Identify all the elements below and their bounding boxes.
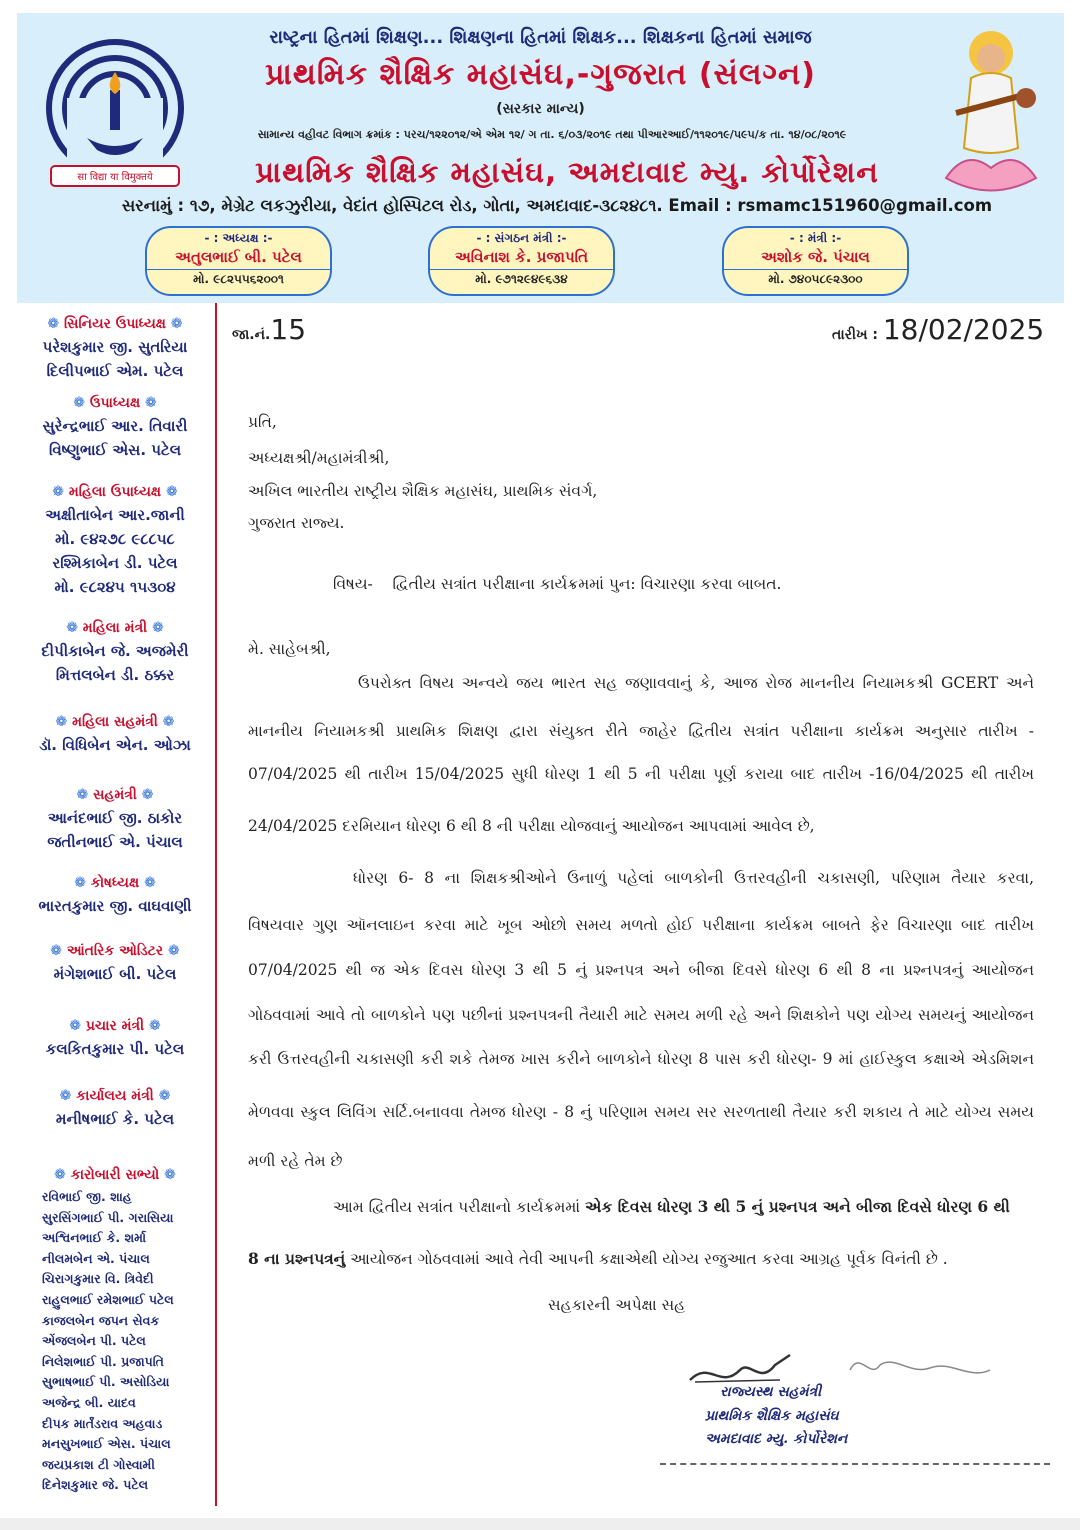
paragraph-line: વિષયવાર ગુણ ઑનલાઇન કરવા માટે ખૂબ ઓછો સમય મળતો હોઈ પરીક્ષાના કાર્યક્રમ બાબતે ફેર વિચારણા બાદ તારીખ <box>248 916 1034 934</box>
paragraph-line: 24/04/2025 દરમિયાન ધોરણ 6 થી 8 ની પરીક્ષા યોજવાનું આયોજન આપવામાં આવેલ છે, <box>248 817 815 835</box>
member-phone: મો. ૯૪૨૭૮ ૯૮૮૫૮ <box>55 530 175 548</box>
list-item: નિલેશભાઈ પી. પ્રજાપતિ <box>42 1353 164 1369</box>
office-phone: મો. ૯૮૨૫૫૬૨૦૦૧ <box>147 269 330 287</box>
date-label: તારીખ : <box>832 327 878 343</box>
paragraph-line: મળી રહે તેમ છે <box>248 1152 343 1170</box>
section-role: મહિલા ઉપાધ્યક્ષ <box>68 484 162 500</box>
ref-value: 15 <box>270 313 307 346</box>
salutation: મે. સાહેબશ્રી, <box>248 640 331 658</box>
ref-label: જા.નં. <box>232 327 271 343</box>
member-name: દિલીપભાઈ એમ. પટેલ <box>46 362 184 380</box>
section-role: ઉપાધ્યક્ષ <box>89 395 141 411</box>
star-icon: ❁ <box>168 943 180 959</box>
sidebar-section-office-secretary <box>20 1088 210 1131</box>
paragraph-line <box>333 1197 1010 1217</box>
star-icon: ❁ <box>145 395 157 411</box>
text-plain: આયોજન ગોઠવવામાં આવે તેવી આપની કક્ષાએથી યોગ્ય રજુઆત કરવા આગ્રહ પૂર્વક વિનંતી છે . <box>345 1250 948 1268</box>
paragraph-line: માનનીય નિયામકશ્રી પ્રાથમિક શિક્ષણ દ્વારા સંયુક્ત રીતે જાહેર દ્વિતીય સત્રાંત પરીક્ષાના કાર્યક્રમ અનુસાર તારીખ - <box>248 722 1034 740</box>
office-bearer-secretary <box>722 226 909 296</box>
office-phone: મો. ૯૭૧૨૯૪૯૬૩૪ <box>430 269 613 287</box>
text-plain: આમ દ્વિતીય સત્રાંત પરીક્ષાનો કાર્યક્રમમાં <box>333 1198 586 1216</box>
star-icon: ❁ <box>47 316 60 332</box>
text-bold: 8 ના પ્રશ્નપત્રનું <box>248 1249 346 1268</box>
star-icon: ❁ <box>50 943 62 959</box>
star-icon: ❁ <box>152 620 164 636</box>
list-item: એંજલબેન પી. પટેલ <box>42 1333 146 1349</box>
star-icon: ❁ <box>55 714 68 730</box>
member-name: મિત્તલબેન ડી. ઠક્કર <box>55 666 175 684</box>
tagline: રાષ્ટ્રના હિતમાં શિક્ષણ... શિક્ષણના હિતમાં શિક્ષક... શિક્ષકના હિતમાં સમાજ <box>269 27 812 48</box>
registration-line: સામાન્ય વહીવટ વિભાગ ક્રમાંક : પરચ/૧૨૨૦૧૨/એ એમ ૧૨/ ગ તા. ૬/૦૩/૨૦૧૯ તથા પીઆરઆઈ/૧૧૨૦૧૯/૫૯૫/ક તા. ૧૪/૦૮/૨૦૧૯ <box>257 128 847 141</box>
paragraph-line: કરી ઉત્તરવહીની ચકાસણી કરી શકે તેમજ ખાસ કરીને બાળકોને ધોરણ 8 પાસ કરી ધોરણ- 9 માં હાઈસ્કુલ કક્ષાએ એડમિશન <box>248 1050 1034 1068</box>
member-name: અક્ષીતાબેન આર.જાની <box>45 506 185 524</box>
list-item: મનસુખભાઈ એસ. પંચાલ <box>42 1436 171 1452</box>
office-name: અતુલભાઈ બી. પટેલ <box>175 248 302 266</box>
executive-member-list <box>20 1187 210 1496</box>
list-item: ચિરાગકુમાર વિ. ત્રિવેદી <box>42 1271 154 1287</box>
member-name: જતીનભાઈ એ. પંચાલ <box>47 833 183 851</box>
paragraph-line: મેળવવા સ્કુલ લિવિંગ સર્ટિ.બનાવવા તેમજ ધોરણ - 8 નું પરિણામ સમય સર સરળતાથી તૈયાર કરી શકાય તે માટે યોગ્ય સમય <box>248 1103 1034 1121</box>
star-icon: ❁ <box>141 787 154 803</box>
star-icon: ❁ <box>74 875 86 891</box>
member-name: પરેશકુમાર જી. સુતરિયા <box>42 338 188 356</box>
page-bottom-edge <box>0 1518 1080 1530</box>
sidebar-section-internal-auditor <box>20 943 210 986</box>
sidebar-section-joint-secretary <box>20 787 210 854</box>
recognition-note: (સરકાર માન્ય) <box>496 101 585 117</box>
section-role: આંતરિક ઓડિટર <box>66 943 164 959</box>
star-icon: ❁ <box>162 714 175 730</box>
member-name: મનીષભાઈ કે. પટેલ <box>55 1110 175 1128</box>
signatory-title: રાજ્યસ્થ સહમંત્રી <box>720 1384 822 1400</box>
member-name: ભારતકુમાર જી. વાઘવાણી <box>38 897 192 915</box>
recipient-line: અખિલ ભારતીય રાષ્ટ્રીય શૈક્ષિક મહાસંઘ, પ્રાથમિક સંવર્ગ, <box>248 482 598 500</box>
member-name: મંગેશભાઈ બી. પટેલ <box>53 965 177 983</box>
section-role: સિનિયર ઉપાધ્યક્ષ <box>64 316 166 332</box>
star-icon: ❁ <box>54 1167 66 1183</box>
letterhead <box>17 13 1064 303</box>
list-item: જયપ્રકાશ ટી ગોસ્વામી <box>42 1456 155 1472</box>
section-role: સહમંત્રી <box>93 787 137 803</box>
office-bearer-president <box>145 226 332 296</box>
sidebar-section-vice-president <box>20 395 210 462</box>
list-item: અજેન્દ્ર બી. યાદવ <box>42 1394 136 1410</box>
sidebar-section-senior-vice-president <box>20 316 210 383</box>
paragraph-line: ગોઠવવામાં આવે તો બાળકોને પણ પછીનાં પ્રશ્નપત્રની તૈયારી માટે સમય મળી રહે અને શિક્ષકોને પણ યોગ્ય સમયનું આયોજન <box>248 1006 1034 1024</box>
office-role: - : અધ્યક્ષ :- <box>204 231 273 245</box>
section-role: કાર્યાલય મંત્રી <box>76 1088 154 1104</box>
to-label: પ્રતિ, <box>248 413 277 431</box>
star-icon: ❁ <box>144 875 156 891</box>
list-item: સુરસિંગભાઈ પી. ગરાસિયા <box>42 1209 174 1225</box>
sidebar-section-women-vice-president <box>20 484 210 599</box>
member-name: ડૉ. વિધિબેન એન. ઓઝા <box>39 736 191 754</box>
star-icon: ❁ <box>149 1018 161 1034</box>
office-role: - : મંત્રી :- <box>789 231 842 245</box>
list-item: દીપક માર્તંડરાવ અહવાડ <box>42 1415 163 1431</box>
list-item: રાહુલભાઈ રમેશભાઈ પટેલ <box>42 1291 174 1307</box>
star-icon: ❁ <box>76 787 89 803</box>
paragraph-line: 07/04/2025 થી તારીખ 15/04/2025 સુધી ધોરણ 1 થી 5 ની પરીક્ષા પૂર્ણ કરાયા બાદ તારીખ -16/04/2025 થી તારીખ <box>248 765 1034 783</box>
star-icon: ❁ <box>69 1018 81 1034</box>
paragraph-line <box>248 1249 948 1269</box>
member-name: વિષ્ણુભાઈ એસ. પટેલ <box>48 441 182 459</box>
star-icon: ❁ <box>164 1167 176 1183</box>
signatory-org-line: અમદાવાદ મ્યુ. કોર્પોરેશન <box>705 1431 848 1447</box>
subject-label: વિષય- <box>333 575 373 593</box>
branch-name: પ્રાથમિક શૈક્ષિક મહાસંઘ, અમદાવાદ મ્યુ. કોર્પોરેશન <box>255 155 879 189</box>
reference-number <box>232 313 306 346</box>
recipient-line: અધ્યક્ષશ્રી/મહામંત્રીશ્રી, <box>248 449 390 467</box>
office-name: અશોક જે. પંચાલ <box>761 248 870 266</box>
star-icon: ❁ <box>66 620 78 636</box>
star-icon: ❁ <box>165 484 178 500</box>
office-bearer-organizing-secretary <box>428 226 615 296</box>
section-role: કારોબારી સભ્યો <box>70 1167 160 1183</box>
letter-date <box>832 313 1044 346</box>
list-item: રવિભાઈ જી. શાહ <box>42 1189 132 1204</box>
member-name: કલકિતકુમાર પી. પટેલ <box>45 1040 185 1058</box>
office-role: - : સંગઠન મંત્રી :- <box>476 231 567 245</box>
closing-line: સહકારની અપેક્ષા સહ <box>548 1296 686 1314</box>
list-item: દિનેશકુમાર જે. પટેલ <box>42 1477 149 1493</box>
organization-name: પ્રાથમિક શૈક્ષિક મહાસંઘ,-ગુજરાત (સંલગ્ન) <box>265 57 816 92</box>
signature-divider <box>660 1463 1050 1465</box>
member-name: સુરેન્દ્રભાઈ આર. તિવારી <box>42 417 188 435</box>
section-role: મહિલા મંત્રી <box>82 620 148 636</box>
subject-line <box>333 575 781 594</box>
sidebar-section-women-secretary <box>20 620 210 687</box>
sidebar-section-treasurer <box>20 875 210 918</box>
paragraph-line: ધોરણ 6- 8 ના શિક્ષકશ્રીઓને ઉનાળું પહેલાં બાળકોની ઉત્તરવહીની ચકાસણી, પરિણામ તૈયાર કરવા, <box>353 869 1034 887</box>
recipient-line: ગુજરાત રાજ્ય. <box>248 514 345 532</box>
star-icon: ❁ <box>158 1088 171 1104</box>
subject-text: દ્વિતીય સત્રાંત પરીક્ષાના કાર્યક્રમમાં પુન: વિચારણા કરવા બાબત. <box>392 575 782 593</box>
star-icon: ❁ <box>170 316 183 332</box>
list-item: નીલમબેન એ. પંચાલ <box>42 1250 150 1266</box>
address-line: સરનામું : ૧૭, મેગ્રેટ લકઝુરીયા, વેદાંત હોસ્પિટલ રોડ, ગોતા, અમદાવાદ-૩૮૨૪૮૧. Email : rsmamc151960@gmail.com <box>121 196 993 215</box>
section-role: પ્રચાર મંત્રી <box>85 1018 145 1034</box>
member-name: આનંદભાઈ જી. ઠાકોર <box>47 809 183 827</box>
star-icon: ❁ <box>52 484 65 500</box>
logo-motto: सा विद्या या विमुक्तये <box>77 172 153 183</box>
sidebar-divider <box>215 303 217 1506</box>
office-name: અવિનાશ કે. પ્રજાપતિ <box>454 248 589 266</box>
star-icon: ❁ <box>59 1088 72 1104</box>
section-role: કોષધ્યક્ષ <box>90 875 140 891</box>
section-role: મહિલા સહમંત્રી <box>72 714 158 730</box>
paragraph-line: 07/04/2025 થી જ એક દિવસ ધોરણ 3 થી 5 નું પ્રશ્નપત્ર અને બીજા દિવસે ધોરણ 6 થી 8 ના પ્રશ્નપત્રનું આયોજન <box>248 961 1034 979</box>
text-bold: એક દિવસ ધોરણ 3 થી 5 નું પ્રશ્નપત્ર અને બીજા દિવસે ધોરણ 6 થી <box>585 1197 1010 1216</box>
member-name: રશ્મિકાબેન ડી. પટેલ <box>52 554 178 572</box>
sidebar-section-women-joint-secretary <box>20 714 210 757</box>
list-item: કાજલબેન જપન સેવક <box>42 1312 160 1328</box>
sidebar-section-publicity-secretary <box>20 1018 210 1061</box>
paragraph-line: ઉપરોક્ત વિષય અન્વયે જય ભારત સહ જણાવવાનું કે, આજ રોજ માનનીય નિયામકશ્રી GCERT અને <box>358 674 1034 692</box>
list-item: અશ્વિનભાઈ કે. શર્મા <box>42 1230 147 1246</box>
member-phone: મો. ૯૮૨૪૫ ૧૫૩૦૪ <box>54 578 176 596</box>
date-value: 18/02/2025 <box>882 313 1045 346</box>
signatory-org-line: પ્રાથમિક શૈક્ષિક મહાસંઘ <box>705 1408 839 1424</box>
sidebar-section-executive-members <box>20 1167 210 1496</box>
member-name: દીપીકાબેન જે. અજમેરી <box>41 642 189 660</box>
office-phone: મો. ૭૪૦૫૮૯૨૩૦૦ <box>724 269 907 287</box>
list-item: સુભાષભાઈ પી. અસોડિયા <box>42 1374 170 1390</box>
star-icon: ❁ <box>73 395 85 411</box>
